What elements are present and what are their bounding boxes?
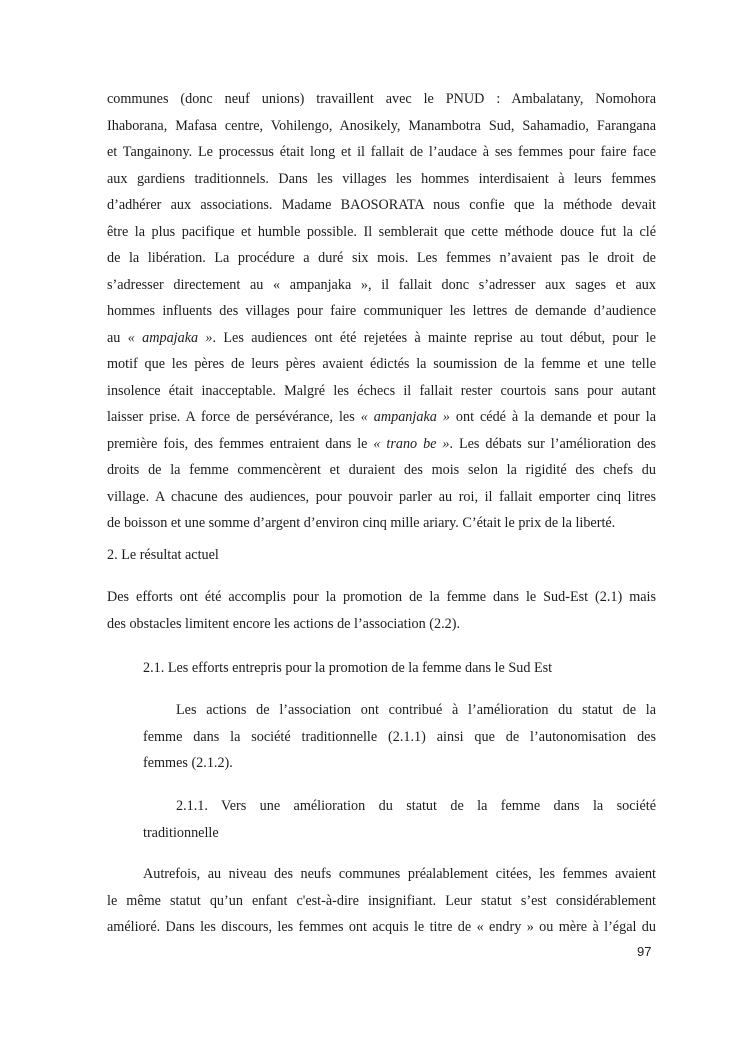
section-heading: 2. Le résultat actuel [107,547,219,563]
heading-line: traditionnelle [143,824,219,841]
italic-term: « ampajaka » [127,329,213,346]
text-fragment: laisser prise. A force de persévérance, les [107,409,361,425]
text-line: insolence était inacceptable. Malgré les échecs il fallait rester courtois sans pour autant [107,382,656,399]
text-line: femme dans la société traditionnelle (2.1.1) ainsi que de l’autonomisation des [143,728,656,745]
text-line: amélioré. Dans les discours, les femmes ont acquis le titre de « endry » ou mère à l’égal du [107,919,656,935]
text-line [107,404,656,431]
text-line: Autrefois, au niveau des neufs communes préalablement citées, les femmes avaient [143,866,656,882]
text-line: Les actions de l’association ont contribué à l’amélioration du statut de la [176,702,656,718]
text-fragment: au [107,329,128,346]
paragraph-efforts [107,584,656,637]
text-line: et Tangainony. Le processus était long et il fallait de l’audace à ses femmes pour faire face [107,144,656,160]
text-fragment: première fois, des femmes entraient dans le [107,435,374,452]
paragraph-autrefois [107,861,656,941]
text-line: être la plus pacifique et humble possible. Il semblerait que cette méthode douce fut la clé [107,223,656,240]
text-line: Des efforts ont été accomplis pour la promotion de la femme dans le Sud-Est (2.1) mais [107,589,656,605]
text-fragment: ont cédé à la demande et pour la [449,409,657,425]
text-line: village. A chacune des audiences, pour pouvoir parler au roi, il fallait emporter cinq litres [107,488,656,505]
text-line: hommes influents des villages pour faire communiquer les lettres de demande d’audience [107,303,656,319]
text-line: communes (donc neuf unions) travaillent avec le PNUD : Ambalatany, Nomohora [107,91,656,107]
page-number: 97 [637,944,652,959]
subsection-heading: 2.1. Les efforts entrepris pour la promotion de la femme dans le Sud Est [143,660,553,676]
paragraph-communes [107,86,656,537]
text-line [107,431,656,458]
text-line: d’adhérer aux associations. Madame BAOSORATA nous confie que la méthode devait [107,197,656,213]
text-line: Ihaborana, Mafasa centre, Vohilengo, Anosikely, Manambotra Sud, Sahamadio, Farangana [107,117,656,134]
text-fragment: . Les débats sur l’amélioration des [449,435,656,452]
text-line: de la libération. La procédure a duré six mois. Les femmes n’avaient pas le droit de [107,250,656,266]
text-line: motif que les pères de leurs pères avaient édictés la soumission de la femme et une telle [107,356,656,372]
text-line: femmes (2.1.2). [143,755,233,771]
paragraph-actions [143,697,656,777]
italic-term: « ampanjaka » [360,409,450,425]
subsubsection-heading [143,793,656,846]
text-line: droits de la femme commencèrent et duraient des mois selon la rigidité des chefs du [107,462,656,478]
heading-line: 2.1.1. Vers une amélioration du statut de la femme dans la société [176,798,656,814]
text-line: le même statut qu’un enfant c'est-à-dire insignifiant. Leur statut s’est considérablement [107,892,656,909]
text-line: de boisson et une somme d’argent d’environ cinq mille ariary. C’était le prix de la liberté. [107,515,616,531]
text-line: aux gardiens traditionnels. Dans les villages les hommes interdisaient à leurs femmes [107,170,656,187]
text-line: s’adresser directement au « ampanjaka », il fallait donc s’adresser aux sages et aux [107,276,656,293]
text-line [107,325,656,352]
text-fragment: . Les audiences ont été rejetées à mainte reprise au tout début, pour le [212,329,656,346]
italic-term: « trano be » [373,435,450,452]
text-line: des obstacles limitent encore les actions de l’association (2.2). [107,615,461,632]
